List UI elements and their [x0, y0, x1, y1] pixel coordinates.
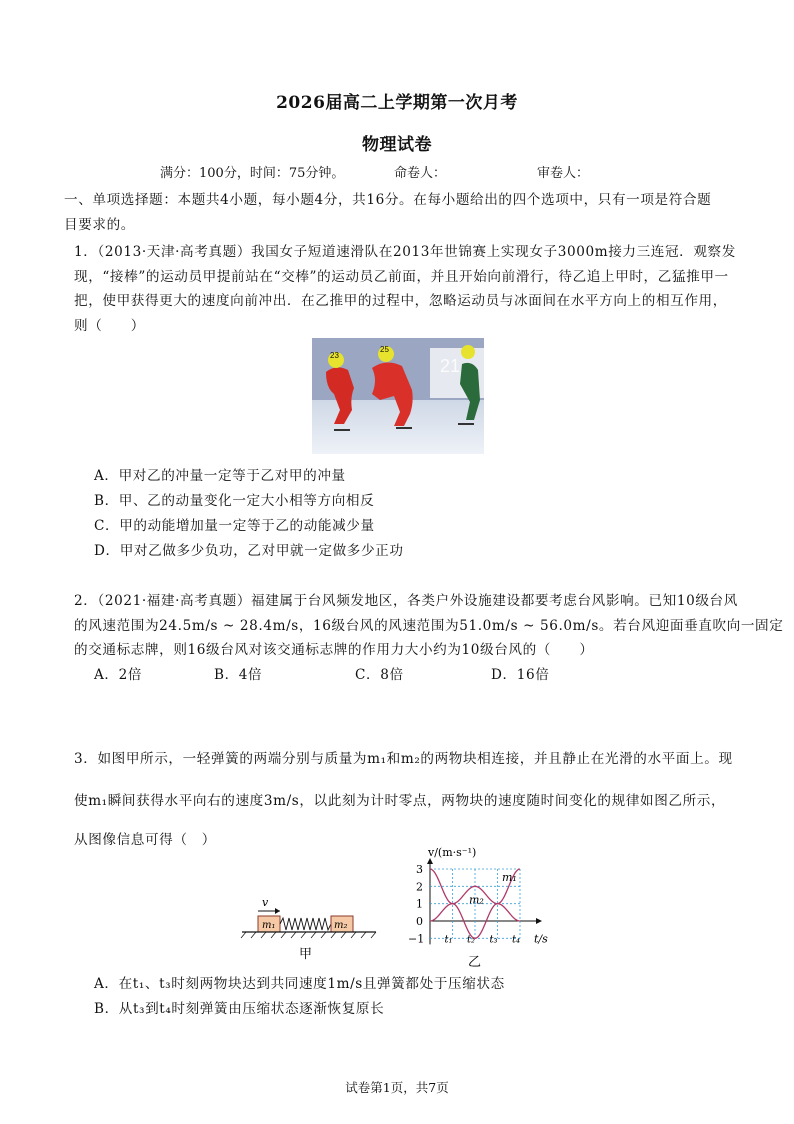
q1-option-d: D．甲对乙做多少负功，乙对甲就一定做多少正功	[94, 543, 404, 559]
floor-hatching	[241, 932, 376, 938]
q3-line3: 从图像信息可得（ ）	[74, 832, 216, 848]
q2-option-c: C．8倍	[355, 667, 404, 683]
exam-subtitle: 物理试卷	[362, 135, 432, 155]
q3-option-b: B．从t₃到t₄时刻弹簧由压缩状态逐渐恢复原长	[94, 1001, 385, 1017]
board-number: 21	[440, 356, 461, 376]
q2-line3: 的交通标志牌，则16级台风对该交通标志牌的作用力大小约为10级台风的（ ）	[74, 642, 594, 658]
block-m2-label: m₂	[334, 920, 348, 931]
q2-option-d: D．16倍	[491, 667, 550, 683]
section-heading-line1: 一、单项选择题：本题共4小题，每小题4分，共16分。在每小题给出的四个选项中，只有一项是符合题	[64, 192, 712, 208]
q3-option-a: A．在t₁、t₃时刻两物块达到共同速度1m/s且弹簧都处于压缩状态	[94, 976, 505, 992]
x-axis-arrow	[536, 918, 542, 924]
q2-option-a: A．2倍	[94, 667, 143, 683]
x-axis-label: t/s	[534, 932, 548, 946]
skater1-number: 23	[330, 351, 339, 360]
q1-option-a: A．甲对乙的冲量一定等于乙对甲的冲量	[94, 468, 346, 484]
exam-meta: 满分：100分，时间：75分钟。	[160, 166, 345, 181]
x-tick-label: t₃	[489, 934, 498, 946]
x-tick-label: t₂	[467, 934, 476, 946]
skater2-number: 25	[380, 345, 389, 354]
y-tick-label: 1	[416, 897, 423, 911]
page-footer: 试卷第1页，共7页	[345, 1080, 449, 1095]
q1-option-b: B．甲、乙的动量变化一定大小相等方向相反	[94, 493, 375, 509]
q1-line4: 则（ ）	[74, 318, 145, 334]
q1-option-c: C．甲的动能增加量一定等于乙的动能减少量	[94, 518, 375, 534]
x-tick-label: t₄	[512, 934, 521, 946]
q3-line2: 使m₁瞬间获得水平向右的速度3m/s，以此刻为计时零点，两物块的速度随时间变化的规律如图乙所示，	[74, 793, 726, 809]
exam-title: 2026届高二上学期第一次月考	[276, 93, 518, 113]
author-label: 命卷人：	[394, 166, 447, 181]
spring-blocks-figure	[236, 890, 386, 965]
skater3-helmet	[461, 345, 475, 359]
velocity-time-graph	[404, 842, 560, 970]
q3-line1: 3．如图甲所示，一轻弹簧的两端分别与质量为m₁和m₂的两物块相连接，并且静止在光滑的水平面上。现	[74, 751, 733, 767]
curve-label-m1: m₁	[502, 871, 517, 884]
speed-skating-photo	[312, 338, 484, 454]
q2-option-b: B．4倍	[214, 667, 263, 683]
reviewer-label: 审卷人：	[537, 166, 590, 181]
q1-line2: 现，“接棒”的运动员甲提前站在“交棒”的运动员乙前面，并且开始向前滑行，待乙追上甲时，乙猛推甲一	[74, 269, 729, 285]
q2-line1: 2．（2021·福建·高考真题）福建属于台风频发地区，各类户外设施建设都要考虑台风影响。已知10级台风	[74, 593, 738, 609]
block-m1-label: m₁	[262, 920, 276, 931]
curve-label-m2: m₂	[469, 893, 484, 907]
y-axis-label: v/(m·s⁻¹)	[428, 846, 477, 859]
figure-right-caption: 乙	[468, 955, 482, 970]
y-tick-label: −1	[408, 932, 425, 946]
q1-line3: 把，使甲获得更大的速度向前冲出．在乙推甲的过程中，忽略运动员与冰面间在水平方向上的相互作用，	[74, 293, 727, 309]
y-tick-label: 0	[416, 915, 423, 928]
section-heading-line2: 目要求的。	[64, 217, 135, 233]
x-tick-label: t₁	[444, 934, 453, 946]
y-tick-label: 3	[416, 863, 423, 876]
figure-left-caption: 甲	[299, 947, 313, 962]
q1-line1: 1．（2013·天津·高考真题）我国女子短道速滑队在2013年世锦赛上实现女子3000m接力三连冠．观察发	[74, 244, 736, 260]
spring	[280, 918, 331, 930]
velocity-label: v	[262, 896, 269, 909]
q2-line2: 的风速范围为24.5m/s ~ 28.4m/s，16级台风的风速范围为51.0m/s ~ 56.0m/s。若台风迎面垂直吹向一固定	[74, 618, 784, 634]
y-tick-label: 2	[416, 880, 423, 894]
